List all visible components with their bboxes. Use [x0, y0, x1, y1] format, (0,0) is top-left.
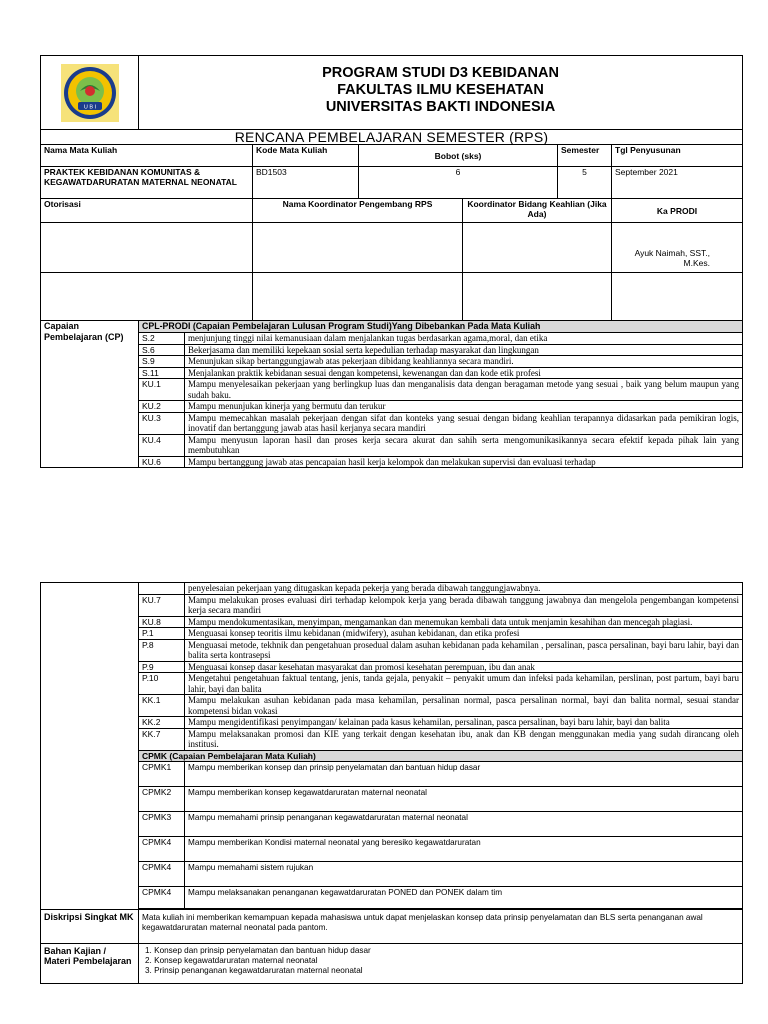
item-description: Mampu memahami prinsip penanganan kegawatdaruratan maternal neonatal	[185, 812, 743, 837]
item-description: Mampu melaksanakan penanganan kegawatdaruratan PONED dan PONEK dalam tim	[185, 887, 743, 909]
label-koordinator-bidang: Koordinator Bidang Keahlian (Jika Ada)	[463, 199, 612, 223]
item-description: Mampu mengidentifikasi penyimpangan/ kelainan pada kasus kehamilan, persalinan, pasca persalinan, bayi baru lahir, bayi dan balita	[185, 717, 743, 729]
rps-title: RENCANA PEMBELAJARAN SEMESTER (RPS)	[41, 130, 743, 145]
label-nama-mk: Nama Mata Kuliah	[41, 145, 253, 167]
item-code: KU.6	[139, 456, 185, 468]
cpl-row	[41, 695, 743, 717]
item-code: KU.1	[139, 379, 185, 401]
cpmk-row	[41, 762, 743, 787]
item-description: Mampu memberikan konsep kegawatdaruratan maternal neonatal	[185, 787, 743, 812]
cpl-row	[41, 412, 743, 434]
item-description: Mampu melakukan proses evaluasi diri terhadap kelompok kerja yang berada dibawah tanggung jawabnya dan mengelola pengembangan kompetensi kerja secara mandiri	[185, 594, 743, 616]
cpl-row	[41, 728, 743, 750]
value-semester: 5	[558, 167, 612, 199]
rps-header-table	[40, 55, 743, 321]
label-capaian-pembelajaran: Capaian Pembelajaran (CP)	[41, 321, 139, 468]
label-ka-prodi: Ka PRODI	[612, 199, 743, 223]
item-description: Mampu melaksanakan promosi dan KIE yang terkait dengan kesehatan ibu, anak dan KB dengan menggunakan media yang sudah dirancang oleh institusi.	[185, 728, 743, 750]
cpl-table-page-1	[40, 320, 743, 468]
item-code: KK.2	[139, 717, 185, 729]
item-code: CPMK3	[139, 812, 185, 837]
deskripsi-text: Mata kuliah ini memberikan kemampuan kepada mahasiswa untuk dapat menjelaskan konsep data prinsip penyelamatan dan BLS serta penanganan awal kegawatdaruratan maternal neonatal pada pantom.	[139, 909, 743, 943]
item-code: S.9	[139, 356, 185, 368]
item-description: Mampu memberikan Kondisi maternal neonatal yang beresiko kegawatdaruratan	[185, 837, 743, 862]
item-code: CPMK4	[139, 837, 185, 862]
cpl-row	[41, 594, 743, 616]
label-kode-mk: Kode Mata Kuliah	[253, 145, 359, 167]
item-description: Mampu memecahkan masalah pekerjaan dengan sifat dan konteks yang sesuai dengan bidang keahlian terapannya didasarkan pada pemikiran logis, inovatif dan bertanggung jawab atas hasil kerjanya secara mandiri	[185, 412, 743, 434]
label-bahan-kajian: Bahan Kajian / Materi Pembelajaran	[41, 943, 139, 983]
cpl-row	[41, 434, 743, 456]
item-code: KU.3	[139, 412, 185, 434]
cpl-row	[41, 333, 743, 345]
cpl-row	[41, 401, 743, 413]
value-kode-mk: BD1503	[253, 167, 359, 199]
item-description: Mampu memahami sistem rujukan	[185, 862, 743, 887]
label-deskripsi: Diskripsi Singkat MK	[41, 909, 139, 943]
cpmk-row	[41, 837, 743, 862]
cpmk-row	[41, 812, 743, 837]
university-logo	[60, 63, 120, 123]
value-bobot: 6	[359, 167, 558, 199]
item-description: Bekerjasama dan memiliki kepekaan sosial serta kepedulian terhadap masyarakat dan lingkungan	[185, 344, 743, 356]
item-code: CPMK4	[139, 862, 185, 887]
ka-prodi-name: Ayuk Naimah, SST., M.Kes.	[612, 223, 743, 273]
label-koordinator-rps: Nama Koordinator Pengembang RPS	[253, 199, 463, 223]
item-code: KU.2	[139, 401, 185, 413]
cpl-row	[41, 367, 743, 379]
cpl-table-page-2	[40, 582, 743, 910]
item-code: CPMK1	[139, 762, 185, 787]
document-page-2	[40, 582, 742, 984]
cpl-row	[41, 616, 743, 628]
item-code: P.10	[139, 673, 185, 695]
cpl-row	[41, 639, 743, 661]
label-otorisasi: Otorisasi	[41, 199, 253, 223]
document-page-1	[40, 55, 742, 468]
item-description: Mampu memberikan konsep dan prinsip penyelamatan dan bantuan hidup dasar	[185, 762, 743, 787]
cpl-row	[41, 379, 743, 401]
item-code: KU.8	[139, 616, 185, 628]
cpmk-row	[41, 887, 743, 909]
cpl-row	[41, 673, 743, 695]
item-description: Menjalankan praktik kebidanan sesuai dengan kompetensi, kewenangan dan dan kode etik profesi	[185, 367, 743, 379]
label-bobot: Bobot (sks)	[359, 145, 558, 167]
deskripsi-table	[40, 909, 743, 984]
item-code: KU.4	[139, 434, 185, 456]
header-line-3: UNIVERSITAS BAKTI INDONESIA	[325, 99, 556, 115]
item-description: Mampu menyusun laporan hasil dan proses kerja secara akurat dan sahih serta mengomunikasikannya secara efektif kepada pihak lain yang membutuhkan	[185, 434, 743, 456]
cpl-row	[41, 717, 743, 729]
item-code: KK.1	[139, 695, 185, 717]
item-description: Mampu menyelesaikan pekerjaan yang berlingkup luas dan menganalisis data dengan beragaman metode yang sesuai , baik yang belum maupun yang sudah baku.	[185, 379, 743, 401]
list-item: 3. Prinsip penanganan kegawatdaruratan maternal neonatal	[145, 965, 363, 975]
header-line-1: PROGRAM STUDI D3 KEBIDANAN	[322, 65, 559, 81]
item-code: P.9	[139, 661, 185, 673]
logo-cell	[41, 56, 139, 130]
item-description: Mampu bertanggung jawab atas pencapaian hasil kerja kelompok dan melakukan supervisi dan evaluasi terhadap	[185, 456, 743, 468]
value-nama-mk: PRAKTEK KEBIDANAN KOMUNITAS & KEGAWATDARURATAN MATERNAL NEONATAL	[41, 167, 253, 199]
item-description: Mampu melakukan asuhan kebidanan pada masa kehamilan, persalinan normal, pasca persalinan normal, bayi dan balita normal, sesuai standar kompetensi bidan vokasi	[185, 695, 743, 717]
header-line-2: FAKULTAS ILMU KESEHATAN	[337, 82, 544, 98]
item-code: S.6	[139, 344, 185, 356]
cpl-prodi-header: CPL-PRODI (Capaian Pembelajaran Lulusan Program Studi)Yang Dibebankan Pada Mata Kuliah	[139, 321, 743, 333]
item-code: CPMK4	[139, 887, 185, 909]
item-code: KU.7	[139, 594, 185, 616]
cpl-continuation: penyelesaian pekerjaan yang ditugaskan kepada pekerja yang berada dibawah tanggungjawabnya.	[185, 583, 743, 595]
item-code: P.8	[139, 639, 185, 661]
item-code: S.2	[139, 333, 185, 345]
cpmk-header: CPMK (Capaian Pembelajaran Mata Kuliah)	[139, 750, 743, 762]
cpl-row	[41, 356, 743, 368]
item-code: S.11	[139, 367, 185, 379]
cpl-row	[41, 456, 743, 468]
item-description: Mengetahui pengetahuan faktual tentang, jenis, tanda gejala, penyakit – penyakit umum dan infeksi pada kehamilan, perslinan, post partum, bayi baru lahir, bayi dan balita	[185, 673, 743, 695]
list-item: 2. Konsep kegawatdaruratan maternal neonatal	[145, 955, 318, 965]
cpmk-row	[41, 787, 743, 812]
cpl-row	[41, 661, 743, 673]
item-description: menjunjung tinggi nilai kemanusiaan dalam menjalankan tugas berdasarkan agama,moral, dan etika	[185, 333, 743, 345]
item-description: Menguasai metode, tekhnik dan pengetahuan prosedual dalam asuhan kebidanan pada kehamilan , persalinan, pasca persalinan, bayi baru lahir, bayi dan balita serta kontrasepsi	[185, 639, 743, 661]
cpl-row	[41, 628, 743, 640]
cpmk-row	[41, 862, 743, 887]
item-description: Menguasai konsep dasar kesehatan masyarakat dan promosi kesehatan perempuan, ibu dan anak	[185, 661, 743, 673]
label-tgl-penyusunan: Tgl Penyusunan	[612, 145, 743, 167]
item-description: Mampu mendokumentasikan, menyimpan, mengamankan dan menemukan kembali data untuk menjamin kesahihan dan mencegah plagiasi.	[185, 616, 743, 628]
item-code: CPMK2	[139, 787, 185, 812]
item-code: KK.7	[139, 728, 185, 750]
logo-text: U B I	[83, 104, 96, 110]
item-description: Menunjukan sikap bertanggungjawab atas pekerjaan dibidang keahliannya secara mandiri.	[185, 356, 743, 368]
item-description: Menguasai konsep teoritis ilmu kebidanan (midwifery), asuhan kebidanan, dan etika profesi	[185, 628, 743, 640]
list-item: 1. Konsep dan prinsip penyelamatan dan bantuan hidup dasar	[145, 945, 371, 955]
item-description: Mampu menunjukan kinerja yang bermutu dan terukur	[185, 401, 743, 413]
bahan-kajian-list	[145, 946, 736, 976]
cpl-row	[41, 344, 743, 356]
item-code: P.1	[139, 628, 185, 640]
value-tgl-penyusunan: September 2021	[612, 167, 743, 199]
label-semester: Semester	[558, 145, 612, 167]
